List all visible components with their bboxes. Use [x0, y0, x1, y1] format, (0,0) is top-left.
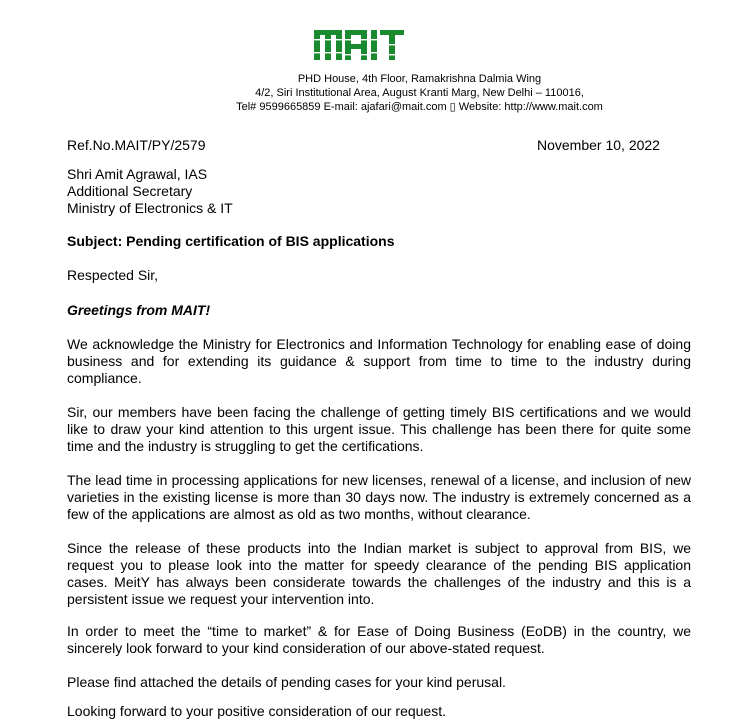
letter-date: November 10, 2022 [537, 137, 660, 153]
body-paragraph-2: Sir, our members have been facing the challenge of getting timely BIS certifications and we would like to draw your kind attention to this urgent issue. This challenge has been there for quite some time and the industry is struggling to get the certifications. [67, 404, 691, 454]
address-line-3: Tel# 9599665859 E-mail: ajafari@mait.com ▯ Website: http://www.mait.com [236, 101, 603, 113]
greeting: Greetings from MAIT! [67, 302, 211, 318]
body-paragraph-5: In order to meet the “time to market” & for Ease of Doing Business (EoDB) in the country, we sincerely look forward to your kind consideration of our above-stated request. [67, 623, 691, 656]
subject-line: Subject: Pending certification of BIS applications [67, 233, 395, 249]
address-line-1: PHD House, 4th Floor, Ramakrishna Dalmia Wing [297, 73, 542, 85]
svg-text:MAIT: MAIT [314, 26, 317, 27]
body-paragraph-6: Please find attached the details of pending cases for your kind perusal. [67, 674, 506, 690]
salutation: Respected Sir, [67, 267, 159, 283]
body-paragraph-4: Since the release of these products into the Indian market is subject to approval from BIS, we request you to please look into the matter for speedy clearance of the pending BIS application cases. MeitY has always been considerate towards the challenges of the industry and this is a persistent issue we request your intervention into. [67, 540, 691, 607]
address-line-2: 4/2, Siri Institutional Area, August Kranti Marg, New Delhi – 110016, [255, 87, 584, 99]
body-paragraph-3: The lead time in processing applications for new licenses, renewal of a license, and inclusion of new varieties in the existing license is more than 30 days now. The industry is extremely concerned as a few of the applications are almost as old as two months, without clearance. [67, 472, 691, 522]
reference-number: Ref.No.MAIT/PY/2579 [67, 137, 206, 153]
recipient-title: Additional Secretary [67, 183, 193, 199]
mait-logo [314, 26, 406, 64]
body-paragraph-7: Looking forward to your positive consideration of our request. [67, 703, 446, 719]
body-paragraph-1: We acknowledge the Ministry for Electronics and Information Technology for enabling ease of doing business and for extending its guidance & support from time to time to the industry during compliance. [67, 336, 691, 386]
recipient-name: Shri Amit Agrawal, IAS [67, 166, 208, 182]
recipient-ministry: Ministry of Electronics & IT [67, 200, 233, 216]
